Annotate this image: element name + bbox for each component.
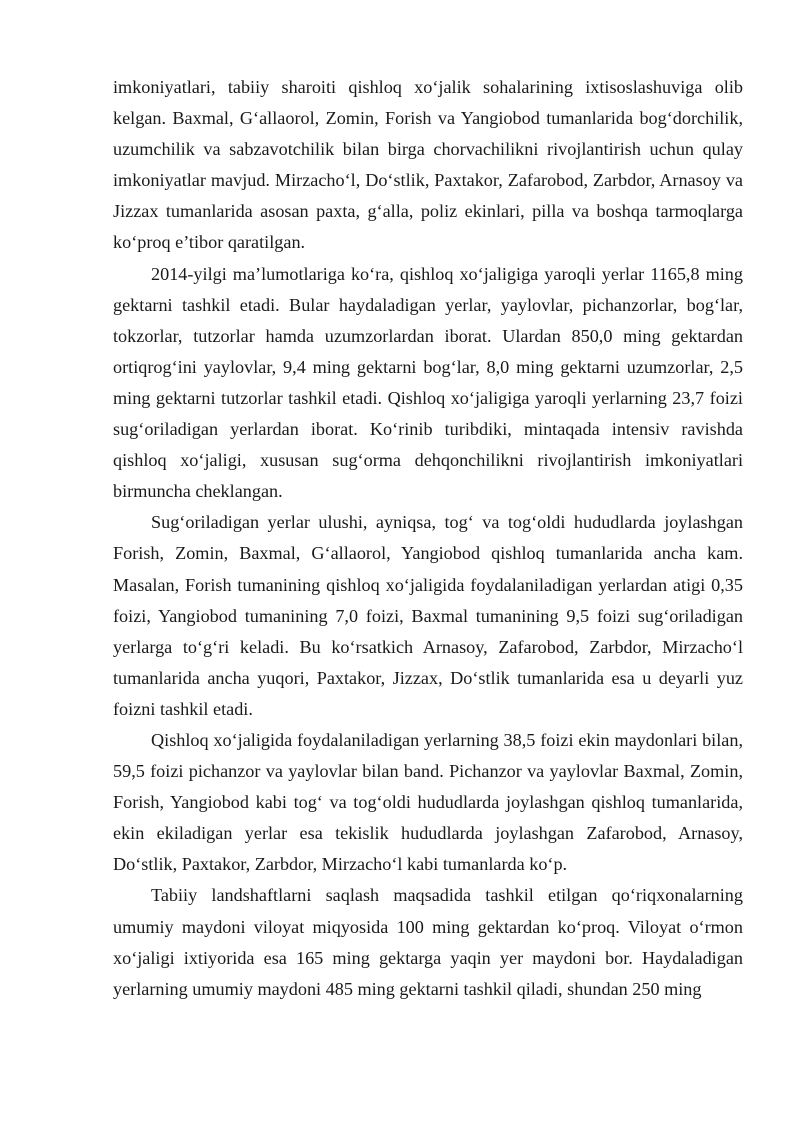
paragraph-2: 2014-yilgi ma’lumotlariga ko‘ra, qishloq xo‘jaligiga yaroqli yerlar 1165,8 ming gektarni tashkil etadi. Bular haydaladigan yerlar, yaylovlar, pichanzorlar, bog‘lar, tokzorlar, tutzorlar hamda uzumzorlardan iborat. Ulardan 850,0 ming gektardan ortiqrog‘ini yaylovlar, 9,4 ming gektarni bog‘lar, 8,0 ming gektarni uzumzorlar, 2,5 ming gektarni tutzorlar tashkil etadi. Qishloq xo‘jaligiga yaroqli yerlarning 23,7 foizi sug‘oriladigan yerlardan iborat. Ko‘rinib turibdiki, mintaqada intensiv ravishda qishloq xo‘jaligi, xususan sug‘orma dehqonchilikni rivojlantirish imkoniyatlari birmuncha cheklangan. (113, 263, 743, 502)
paragraph-4: Qishloq xo‘jaligida foydalaniladigan yerlarning 38,5 foizi ekin maydonlari bilan, 59,5 foizi pichanzor va yaylovlar bilan band. Pichanzor va yaylovlar Baxmal, Zomin, Forish, Yangiobod kabi tog‘ va tog‘oldi hududlarda joylashgan qishloq tumanlarida, ekin ekiladigan yerlar esa tekislik hududlarda joylashgan Zafarobod, Arnasoy, Do‘stlik, Paxtakor, Zarbdor, Mirzacho‘l kabi tumanlarda ko‘p. (113, 729, 743, 875)
paragraph-3: Sug‘oriladigan yerlar ulushi, ayniqsa, tog‘ va tog‘oldi hududlarda joylashgan Forish, Zomin, Baxmal, G‘allaorol, Yangiobod qishloq tumanlarida ancha kam. Masalan, Forish tumanining qishloq xo‘jaligida foydalaniladigan yerlardan atigi 0,35 foizi, Yangiobod tumanining 7,0 foizi, Baxmal tumanining 9,5 foizi sug‘oriladigan yerlarga to‘g‘ri keladi. Bu ko‘rsatkich Arnasoy, Zafarobod, Zarbdor, Mirzacho‘l tumanlarida ancha yuqori, Paxtakor, Jizzax, Do‘stlik tumanlarida esa u deyarli yuz foizni tashkil etadi. (113, 512, 743, 719)
document-page (113, 72, 743, 1005)
paragraph-1: imkoniyatlari, tabiiy sharoiti qishloq xo‘jalik sohalarining ixtisoslashuviga olib kelgan. Baxmal, G‘allaorol, Zomin, Forish va Yangiobod tumanlarida bog‘dorchilik, uzumchilik va sabzavotchilik bilan birga chorvachilikni rivojlantirish uchun qulay imkoniyatlar mavjud. Mirzacho‘l, Do‘stlik, Paxtakor, Zafarobod, Zarbdor, Arnasoy va Jizzax tumanlarida asosan paxta, g‘alla, poliz ekinlari, pilla va boshqa tarmoqlarga ko‘proq e’tibor qaratilgan. (113, 77, 743, 253)
paragraph-5: Tabiiy landshaftlarni saqlash maqsadida tashkil etilgan qo‘riqxonalarning umumiy maydoni viloyat miqyosida 100 ming gektardan ko‘proq. Viloyat o‘rmon xo‘jaligi ixtiyorida esa 165 ming gektarga yaqin yer maydoni bor. Haydaladigan yerlarning umumiy maydoni 485 ming gektarni tashkil qiladi, shundan 250 ming (113, 885, 743, 999)
